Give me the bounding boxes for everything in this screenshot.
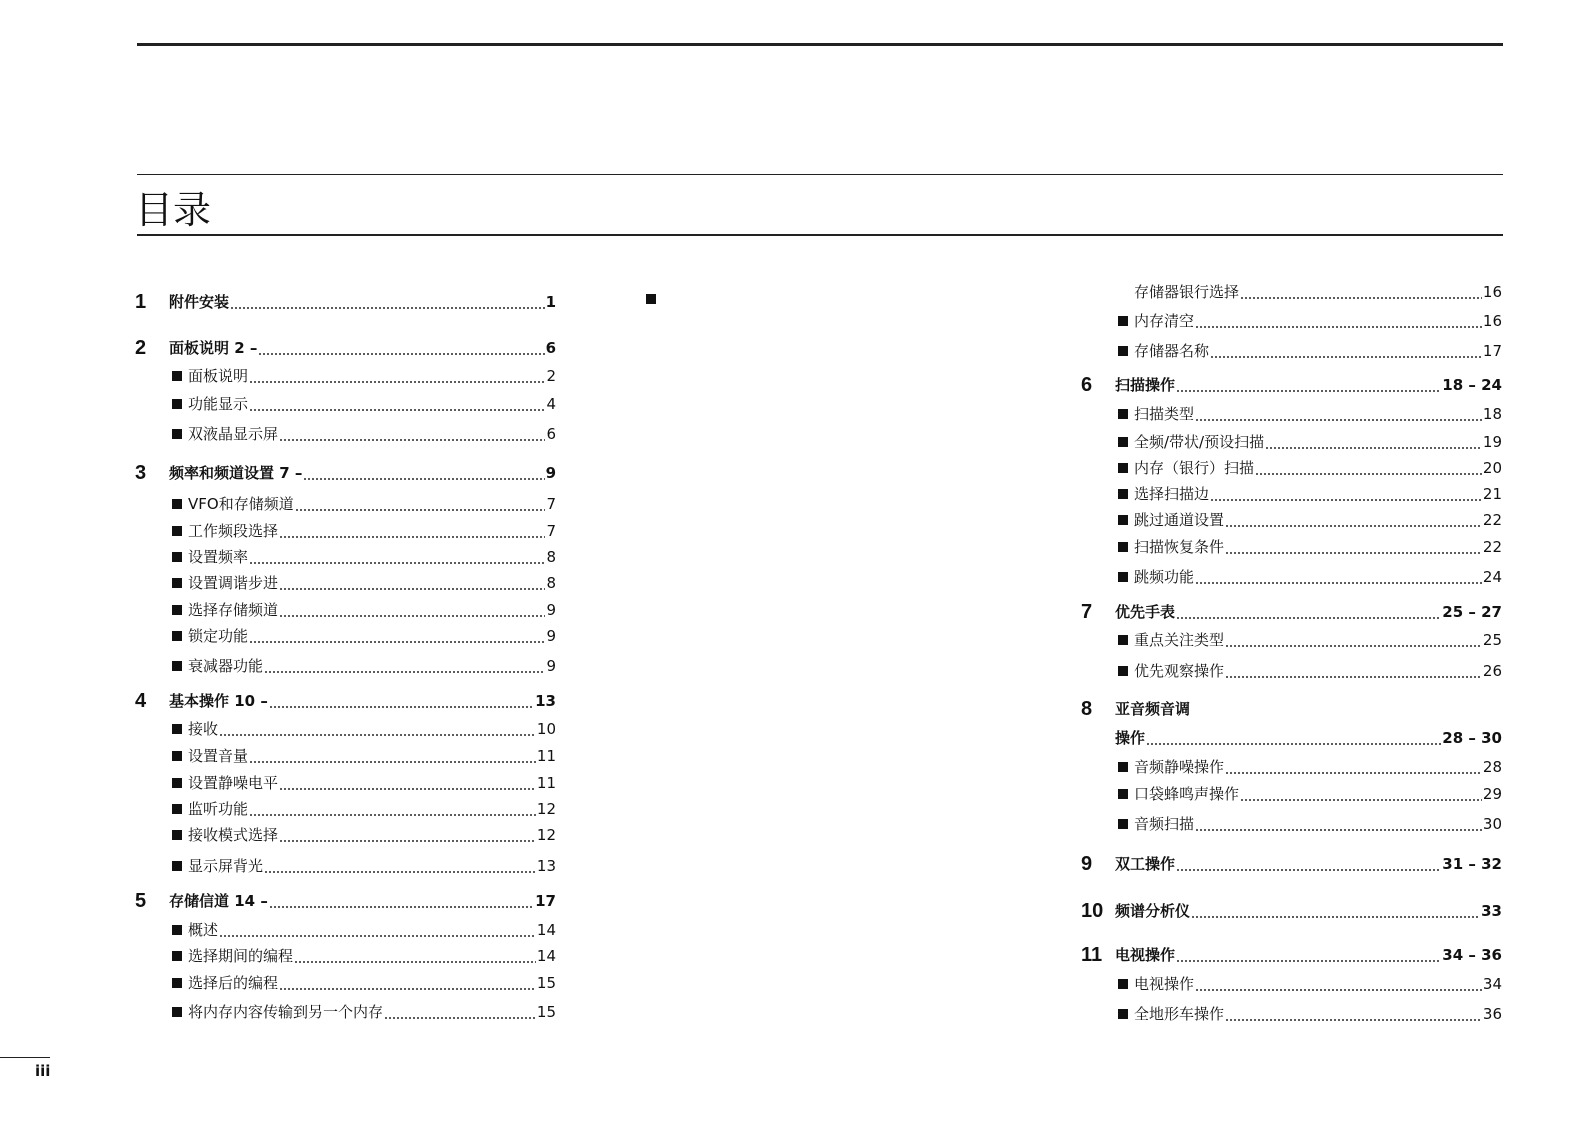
bullet-icon — [172, 1007, 182, 1017]
toc-item[interactable] — [135, 1000, 556, 1024]
toc-item[interactable] — [135, 744, 556, 768]
dot-leader — [279, 439, 545, 441]
dot-leader — [1240, 799, 1482, 801]
dot-leader — [1225, 645, 1482, 647]
bullet-icon — [646, 294, 656, 304]
bullet-icon — [1118, 316, 1128, 326]
dot-leader — [219, 935, 536, 937]
toc-item[interactable] — [1081, 402, 1502, 426]
toc-page-number: 9 — [546, 657, 556, 675]
section-number: 10 — [1081, 900, 1104, 922]
section-number: 1 — [135, 291, 147, 313]
bullet-icon — [172, 978, 182, 988]
title-underline — [137, 234, 1503, 236]
toc-page-number: 16 — [1482, 283, 1502, 301]
toc-label: 双工操作 — [1115, 855, 1176, 873]
section-number: 11 — [1081, 944, 1103, 966]
section-number: 6 — [1081, 374, 1093, 396]
bullet-icon — [1118, 515, 1128, 525]
toc-item[interactable] — [1081, 508, 1502, 532]
bullet-icon — [172, 804, 182, 814]
toc-label: 存储器银行选择 — [1134, 283, 1240, 301]
bullet-icon — [172, 499, 182, 509]
toc-page-number: 30 — [1482, 815, 1502, 833]
toc-page-number: 11 — [536, 747, 556, 765]
bullet-icon — [172, 399, 182, 409]
toc-page-number: 15 — [536, 974, 556, 992]
toc-page-number: 6 — [545, 339, 556, 357]
toc-section[interactable] — [135, 461, 556, 485]
page-number-rule — [0, 1057, 50, 1058]
toc-section[interactable] — [1081, 697, 1502, 721]
toc-section[interactable] — [1081, 600, 1502, 624]
bullet-icon — [1118, 489, 1128, 499]
toc-label: 显示屏背光 — [188, 857, 264, 875]
toc-item[interactable] — [135, 422, 556, 446]
toc-label: 音频静噪操作 — [1134, 758, 1225, 776]
toc-page-number: 34 – 36 — [1442, 946, 1502, 964]
toc-item[interactable] — [1081, 628, 1502, 652]
toc-label: 音频扫描 — [1134, 815, 1195, 833]
dot-leader — [1265, 447, 1482, 449]
toc-label: 附件安装 — [169, 293, 230, 311]
toc-page-number: 14 — [536, 947, 556, 965]
section-number: 8 — [1081, 698, 1093, 720]
toc-label: VFO和存储频道 — [188, 495, 294, 513]
bullet-icon — [172, 429, 182, 439]
toc-page-number: 15 — [536, 1003, 556, 1021]
toc-page-number: 28 – 30 — [1442, 729, 1502, 747]
toc-page-number: 4 — [546, 395, 556, 413]
toc-label: 电视操作 — [1115, 946, 1176, 964]
toc-label: 选择存储频道 — [188, 601, 279, 619]
toc-section[interactable] — [135, 689, 556, 713]
toc-label: 设置调谐步进 — [188, 574, 279, 592]
toc-page-number: 18 — [1482, 405, 1502, 423]
toc-label: 内存清空 — [1134, 312, 1195, 330]
section-number: 5 — [135, 890, 147, 912]
toc-label: 双液晶显示屏 — [188, 425, 279, 443]
dot-leader — [1146, 743, 1441, 745]
section-number: 3 — [135, 462, 147, 484]
toc-section[interactable] — [1081, 899, 1502, 923]
dot-leader — [279, 840, 536, 842]
toc-page-number: 9 — [546, 627, 556, 645]
page-title: 目录 — [135, 188, 212, 232]
dot-leader — [279, 788, 536, 790]
bullet-icon — [1118, 666, 1128, 676]
bullet-icon — [172, 751, 182, 761]
toc-section[interactable] — [135, 290, 556, 314]
toc-label: 面板说明 — [188, 367, 249, 385]
toc-label: 概述 — [188, 921, 219, 939]
dot-leader — [1195, 419, 1482, 421]
toc-page-number: 17 — [535, 892, 556, 910]
dot-leader — [295, 509, 546, 511]
toc-page-number: 25 – 27 — [1442, 603, 1502, 621]
toc-page-number: 31 – 32 — [1442, 855, 1502, 873]
toc-label: 选择扫描边 — [1134, 485, 1210, 503]
bullet-icon — [1118, 409, 1128, 419]
toc-label: 操作 — [1115, 729, 1146, 747]
bullet-icon — [1118, 789, 1128, 799]
toc-label: 接收 — [188, 720, 219, 738]
toc-page-number: 28 — [1482, 758, 1502, 776]
toc-label: 口袋蜂鸣声操作 — [1134, 785, 1240, 803]
toc-section[interactable] — [1081, 943, 1502, 967]
dot-leader — [1210, 356, 1482, 358]
toc-item[interactable] — [1081, 430, 1502, 454]
section-number: 7 — [1081, 601, 1093, 623]
top-rule — [137, 43, 1503, 46]
dot-leader — [230, 307, 545, 309]
dot-leader — [1176, 960, 1441, 962]
bullet-icon — [1118, 819, 1128, 829]
toc-item[interactable] — [135, 392, 556, 416]
dot-leader — [1176, 617, 1441, 619]
toc-item[interactable] — [135, 854, 556, 878]
toc-page-number: 34 — [1482, 975, 1502, 993]
toc-label: 电视操作 — [1134, 975, 1195, 993]
section-number: 2 — [135, 337, 147, 359]
bullet-icon — [1118, 463, 1128, 473]
toc-page-number: 13 — [535, 692, 556, 710]
bullet-icon — [1118, 635, 1128, 645]
toc-page-number: 9 — [546, 601, 556, 619]
toc-item[interactable] — [1081, 659, 1502, 683]
toc-page-number: 18 – 24 — [1442, 376, 1502, 394]
dot-leader — [249, 381, 545, 383]
toc-page-number: 33 — [1481, 902, 1502, 920]
toc-item[interactable] — [135, 944, 556, 968]
bullet-icon — [172, 661, 182, 671]
toc-page-number: 11 — [536, 774, 556, 792]
dot-leader — [1195, 989, 1482, 991]
bullet-icon — [172, 951, 182, 961]
toc-label: 全频/带状/预设扫描 — [1134, 433, 1265, 451]
toc-label: 选择期间的编程 — [188, 947, 294, 965]
toc-label: 锁定功能 — [188, 627, 249, 645]
toc-page-number: 36 — [1482, 1005, 1502, 1023]
bullet-icon — [172, 605, 182, 615]
toc-label: 将内存内容传输到另一个内存 — [188, 1003, 384, 1021]
toc-page-number: 19 — [1482, 433, 1502, 451]
dot-leader — [384, 1017, 536, 1019]
dot-leader — [249, 409, 545, 411]
toc-page-number: 6 — [546, 425, 556, 443]
toc-page-number: 29 — [1482, 785, 1502, 803]
bullet-icon — [172, 724, 182, 734]
toc-item[interactable] — [1081, 755, 1502, 779]
bullet-icon — [1118, 979, 1128, 989]
toc-label: 扫描操作 — [1115, 376, 1176, 394]
toc-item[interactable] — [1081, 456, 1502, 480]
dot-leader — [249, 761, 536, 763]
dot-leader — [269, 906, 534, 908]
toc-item[interactable] — [135, 971, 556, 995]
toc-page-number: 22 — [1482, 538, 1502, 556]
bullet-icon — [172, 552, 182, 562]
toc-section[interactable] — [1081, 852, 1502, 876]
toc-label: 设置静噪电平 — [188, 774, 279, 792]
toc-page-number: 12 — [536, 800, 556, 818]
toc-label: 工作频段选择 — [188, 522, 279, 540]
toc-item[interactable] — [1081, 535, 1502, 559]
bullet-icon — [172, 631, 182, 641]
dot-leader — [1240, 297, 1482, 299]
bullet-icon — [1118, 1009, 1128, 1019]
toc-item[interactable] — [1081, 782, 1502, 806]
toc-label: 频率和频道设置 7 – — [169, 464, 303, 482]
toc-label: 存储信道 14 – — [169, 892, 268, 910]
toc-label: 基本操作 10 – — [169, 692, 268, 710]
toc-label: 内存（银行）扫描 — [1134, 459, 1255, 477]
dot-leader — [1210, 499, 1482, 501]
bullet-icon — [172, 861, 182, 871]
bullet-icon — [1118, 542, 1128, 552]
toc-label: 选择后的编程 — [188, 974, 279, 992]
dot-leader — [249, 814, 536, 816]
dot-leader — [1195, 582, 1482, 584]
header-rule — [137, 174, 1503, 175]
dot-leader — [249, 562, 545, 564]
toc-item[interactable] — [135, 519, 556, 543]
dot-leader — [1195, 326, 1482, 328]
toc-page-number: 12 — [536, 826, 556, 844]
section-number: 4 — [135, 690, 147, 712]
toc-section[interactable] — [135, 889, 556, 913]
dot-leader — [279, 588, 545, 590]
toc-label: 全地形车操作 — [1134, 1005, 1225, 1023]
dot-leader — [1225, 525, 1482, 527]
toc-page-number: 8 — [546, 574, 556, 592]
dot-leader — [279, 536, 545, 538]
bullet-icon — [1118, 346, 1128, 356]
toc-page-number: 7 — [546, 495, 556, 513]
dot-leader — [303, 478, 544, 480]
toc-page-number: 14 — [536, 921, 556, 939]
page-number: iii — [35, 1062, 51, 1080]
toc-section[interactable] — [1081, 726, 1502, 750]
toc-label: 扫描恢复条件 — [1134, 538, 1225, 556]
toc-item[interactable] — [135, 492, 556, 516]
dot-leader — [279, 615, 545, 617]
toc-item[interactable] — [1081, 339, 1502, 363]
toc-section[interactable] — [135, 336, 556, 360]
toc-page-number: 8 — [546, 548, 556, 566]
bullet-icon — [172, 526, 182, 536]
toc-item[interactable] — [135, 364, 556, 388]
toc-page-number: 7 — [546, 522, 556, 540]
bullet-icon — [172, 778, 182, 788]
toc-page-number: 22 — [1482, 511, 1502, 529]
toc-page-number: 26 — [1482, 662, 1502, 680]
toc-page-number: 25 — [1482, 631, 1502, 649]
dot-leader — [294, 961, 536, 963]
bullet-icon — [1118, 762, 1128, 772]
toc-page-number: 21 — [1482, 485, 1502, 503]
section-number: 9 — [1081, 853, 1093, 875]
bullet-icon — [1118, 572, 1128, 582]
toc-label: 面板说明 2 – — [169, 339, 258, 357]
toc-page-number: 17 — [1482, 342, 1502, 360]
toc-item[interactable] — [1081, 812, 1502, 836]
toc-label: 跳过通道设置 — [1134, 511, 1225, 529]
toc-label: 优先手表 — [1115, 603, 1176, 621]
toc-item[interactable] — [1081, 1002, 1502, 1026]
toc-label: 频谱分析仪 — [1115, 902, 1191, 920]
dot-leader — [219, 734, 536, 736]
bullet-icon — [172, 578, 182, 588]
toc-label: 设置频率 — [188, 548, 249, 566]
toc-page-number: 16 — [1482, 312, 1502, 330]
toc-item[interactable] — [135, 771, 556, 795]
bullet-icon — [172, 371, 182, 381]
toc-label: 监听功能 — [188, 800, 249, 818]
toc-label: 接收模式选择 — [188, 826, 279, 844]
toc-section[interactable] — [1081, 373, 1502, 397]
toc-label: 存储器名称 — [1134, 342, 1210, 360]
dot-leader — [264, 871, 536, 873]
toc-item[interactable] — [135, 571, 556, 595]
toc-page-number: 13 — [536, 857, 556, 875]
toc-page-number: 24 — [1482, 568, 1502, 586]
dot-leader — [1195, 829, 1482, 831]
toc-item[interactable] — [1081, 482, 1502, 506]
dot-leader — [258, 353, 544, 355]
toc-page-number: 2 — [546, 367, 556, 385]
toc-item[interactable] — [135, 545, 556, 569]
toc-item[interactable] — [1081, 565, 1502, 589]
toc-page-number: 20 — [1482, 459, 1502, 477]
toc-label: 扫描类型 — [1134, 405, 1195, 423]
dot-leader — [1225, 552, 1482, 554]
toc-item[interactable] — [1081, 309, 1502, 333]
toc-label: 功能显示 — [188, 395, 249, 413]
dot-leader — [279, 988, 536, 990]
dot-leader — [1225, 676, 1482, 678]
toc-item[interactable] — [135, 797, 556, 821]
toc-page-number: 1 — [545, 293, 556, 311]
toc-label: 跳频功能 — [1134, 568, 1195, 586]
toc-item[interactable] — [1081, 280, 1502, 304]
dot-leader — [1176, 869, 1441, 871]
dot-leader — [1176, 390, 1441, 392]
toc-item[interactable] — [135, 598, 556, 622]
toc-label: 设置音量 — [188, 747, 249, 765]
dot-leader — [1191, 916, 1480, 918]
dot-leader — [1255, 473, 1482, 475]
dot-leader — [1225, 1019, 1482, 1021]
dot-leader — [249, 641, 545, 643]
toc-label: 优先观察操作 — [1134, 662, 1225, 680]
toc-label: 衰减器功能 — [188, 657, 264, 675]
toc-label: 亚音频音调 — [1115, 700, 1191, 718]
toc-page-number: 10 — [536, 720, 556, 738]
toc-item[interactable] — [135, 654, 556, 678]
bullet-icon — [172, 830, 182, 840]
dot-leader — [264, 671, 545, 673]
bullet-icon — [172, 925, 182, 935]
toc-item[interactable] — [135, 717, 556, 741]
toc-label: 重点关注类型 — [1134, 631, 1225, 649]
toc-item[interactable] — [1081, 972, 1502, 996]
toc-page-number: 9 — [545, 464, 556, 482]
toc-item[interactable] — [135, 823, 556, 847]
toc-item[interactable] — [135, 624, 556, 648]
bullet-icon — [1118, 437, 1128, 447]
dot-leader — [1225, 772, 1482, 774]
toc-item[interactable] — [135, 918, 556, 942]
dot-leader — [269, 706, 534, 708]
